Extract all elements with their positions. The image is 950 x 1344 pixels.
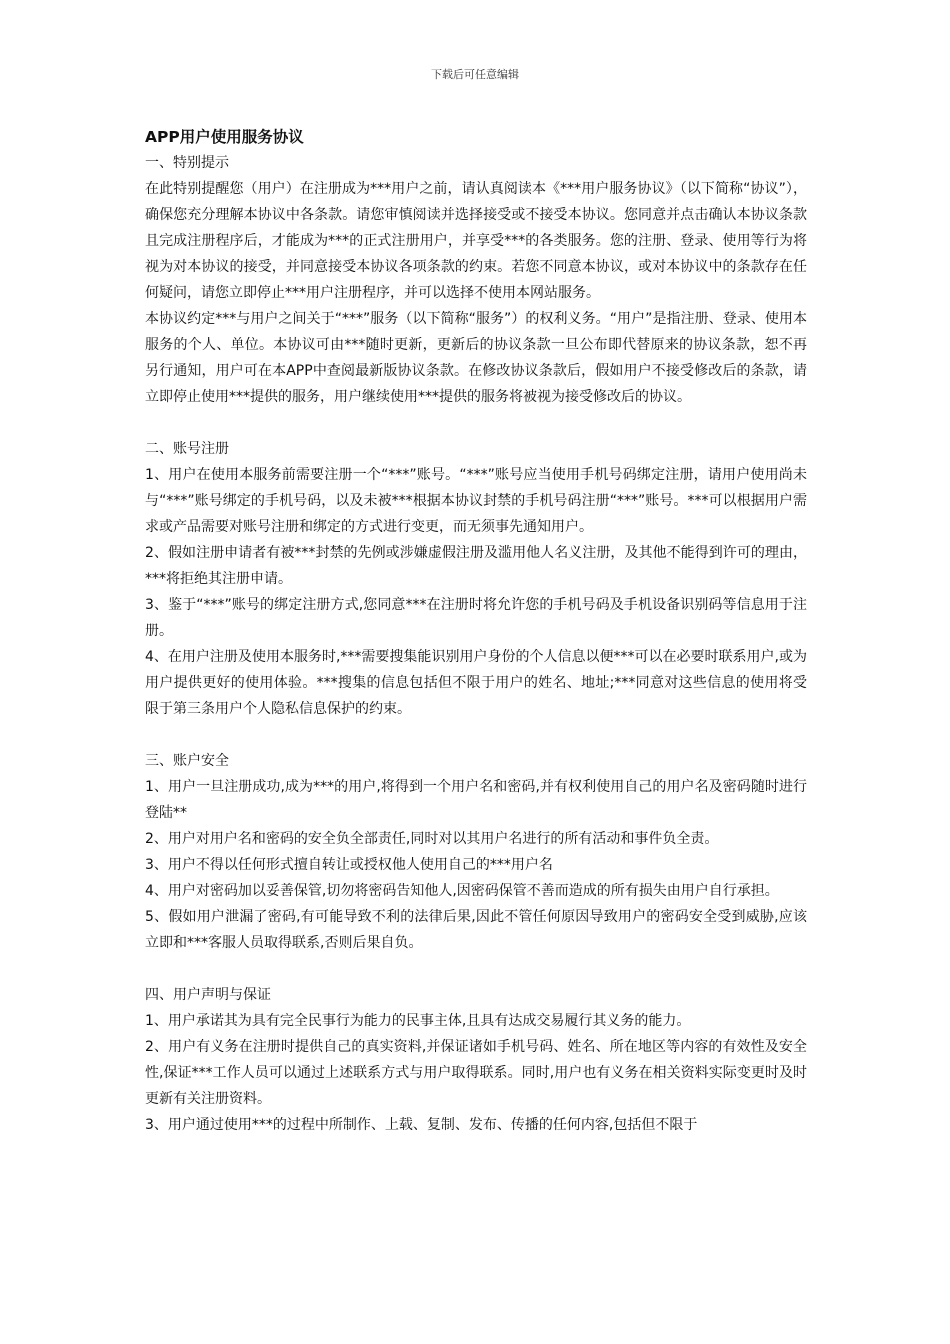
paragraph: 1、用户一旦注册成功,成为***的用户,将得到一个用户名和密码,并有权利使用自己的用户名及密码随时进行登陆** [145,779,807,821]
paragraph: 3、用户通过使用***的过程中所制作、上载、复制、发布、传播的任何内容,包括但不限于 [145,1117,698,1133]
section-special-notice [145,150,807,410]
paragraph: 在此特别提醒您（用户）在注册成为***用户之前，请认真阅读本《***用户服务协议》（以下简称“协议”），确保您充分理解本协议中各条款。请您审慎阅读并选择接受或不接受本协议。您同意并点击确认本协议条款且完成注册程序后，才能成为***的正式注册用户，并享受***的各类服务。您的注册、登录、使用等行为将视为对本协议的接受，并同意接受本协议各项条款的约束。若您不同意本协议，或对本协议中的条款存在任何疑问，请您立即停止***用户注册程序，并可以选择不使用本网站服务。 [145,181,807,301]
paragraph: 1、用户承诺其为具有完全民事行为能力的民事主体,且具有达成交易履行其义务的能力。 [145,1013,691,1029]
paragraph: 3、用户不得以任何形式擅自转让或授权他人使用自己的***用户名 [145,857,553,873]
paragraph: 5、假如用户泄漏了密码,有可能导致不利的法律后果,因此不管任何原因导致用户的密码安全受到威胁,应该立即和***客服人员取得联系,否则后果自负。 [145,909,807,951]
paragraph: 3、鉴于“***”账号的绑定注册方式,您同意***在注册时将允许您的手机号码及手机设备识别码等信息用于注册。 [145,597,807,639]
paragraph: 4、在用户注册及使用本服务时,***需要搜集能识别用户身份的个人信息以便***可以在必要时联系用户,或为用户提供更好的使用体验。***搜集的信息包括但不限于用户的姓名、地址;***同意对这些信息的使用将受限于第三条用户个人隐私信息保护的约束。 [145,649,807,717]
paragraph: 本协议约定***与用户之间关于“***”服务（以下简称“服务”）的权利义务。“用户”是指注册、登录、使用本服务的个人、单位。本协议可由***随时更新，更新后的协议条款一旦公布即代替原来的协议条款，恕不再另行通知，用户可在本APP中查阅最新版协议条款。在修改协议条款后，假如用户不接受修改后的条款，请立即停止使用***提供的服务，用户继续使用***提供的服务将被视为接受修改后的协议。 [145,311,807,405]
page-header-note: 下载后可任意编辑 [431,68,519,81]
section-heading: 二、账号注册 [145,441,229,457]
paragraph: 2、用户有义务在注册时提供自己的真实资料,并保证诸如手机号码、姓名、所在地区等内容的有效性及安全性,保证***工作人员可以通过上述联系方式与用户取得联系。同时,用户也有义务在相关资料实际变更时及时更新有关注册资料。 [145,1039,807,1107]
section-user-declaration [145,982,807,1138]
section-heading: 四、用户声明与保证 [145,987,271,1003]
paragraph: 4、用户对密码加以妥善保管,切勿将密码告知他人,因密码保管不善而造成的所有损失由用户自行承担。 [145,883,779,899]
paragraph: 2、用户对用户名和密码的安全负全部责任,同时对以其用户名进行的所有活动和事件负全责。 [145,831,719,847]
section-account-registration [145,436,807,722]
paragraph: 2、假如注册申请者有被***封禁的先例或涉嫌虚假注册及滥用他人名义注册，及其他不能得到许可的理由，***将拒绝其注册申请。 [145,545,807,587]
document-title: APP用户使用服务协议 [145,128,304,146]
section-heading: 三、账户安全 [145,753,229,769]
section-heading: 一、特别提示 [145,155,229,171]
document-body [145,124,807,1138]
paragraph: 1、用户在使用本服务前需要注册一个“***”账号。“***”账号应当使用手机号码绑定注册，请用户使用尚未与“***”账号绑定的手机号码，以及未被***根据本协议封禁的手机号码注册“***”账号。***可以根据用户需求或产品需要对账号注册和绑定的方式进行变更，而无须事先通知用户。 [145,467,807,535]
section-account-security [145,748,807,956]
